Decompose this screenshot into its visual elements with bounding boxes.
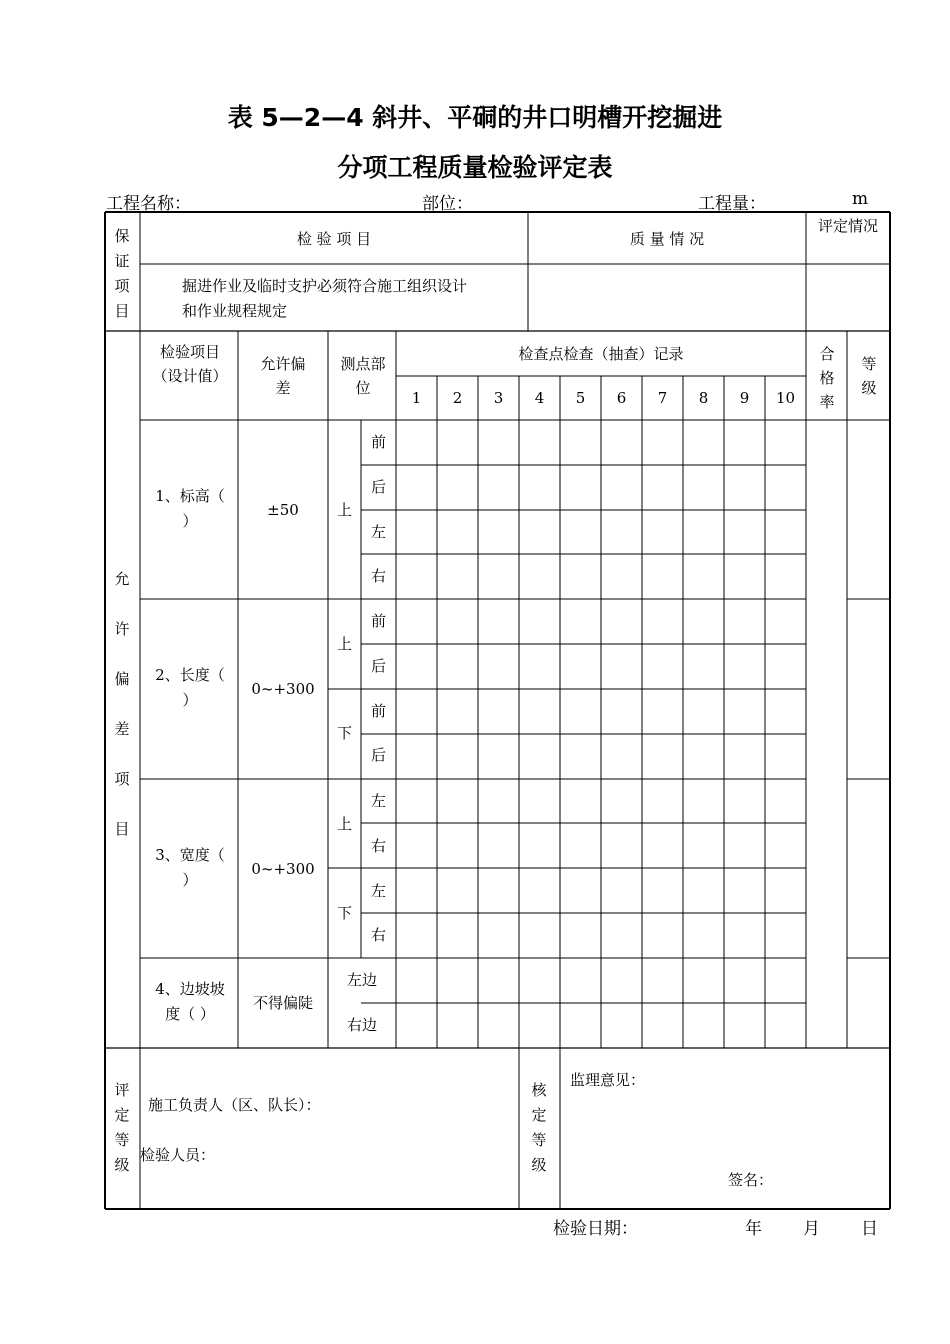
item-name-3: 3、宽度（ ）	[155, 845, 225, 889]
signature-label: 签名：	[728, 1171, 774, 1189]
group-label-3-1: 上	[336, 814, 352, 833]
item-name-4: 4、边坡坡度（ ）	[155, 980, 225, 1023]
item-allowance-1: ±50	[267, 500, 299, 519]
page-subtitle: 分项工程质量检验评定表	[337, 153, 613, 182]
page-title: 表 5—2—4 斜井、平硐的井口明槽开挖掘进	[227, 103, 723, 132]
item-name-2: 2、长度（ ）	[155, 666, 225, 709]
record-number-1: 1	[411, 389, 422, 407]
point-label: 后	[370, 477, 386, 496]
month-label: 月	[803, 1219, 820, 1239]
year-label: 年	[745, 1219, 762, 1239]
group-label-3-2: 下	[336, 904, 352, 923]
point-label: 左	[370, 881, 386, 900]
inspection-date-label: 检验日期：	[553, 1219, 638, 1239]
item-allowance-3: 0~+300	[251, 859, 315, 878]
point-label: 右	[370, 567, 386, 586]
record-number-9: 9	[739, 389, 750, 407]
unit-label: m	[852, 189, 869, 209]
inspector-label: 检验人员：	[140, 1146, 216, 1164]
pass-rate-header: 合 格 率	[819, 345, 835, 411]
point-label: 前	[370, 433, 386, 451]
evaluation-label: 评 定 等 级	[114, 1081, 130, 1174]
verify-grade-label: 核 定 等 级	[531, 1081, 547, 1174]
guarantee-item-line1: 掘进作业及临时支护必须符合施工组织设计	[182, 277, 468, 295]
guarantee-item-line2: 和作业规程规定	[182, 302, 288, 320]
project-name-label: 工程名称：	[106, 194, 191, 214]
point-label: 左边	[346, 971, 377, 989]
quantity-label: 工程量：	[698, 194, 766, 214]
item-name-1: 1、标高（ ）	[155, 486, 225, 530]
item-allowance-2: 0~+300	[251, 680, 315, 698]
record-number-5: 5	[575, 389, 586, 407]
construction-leader-label: 施工负责人（区、队长）：	[148, 1096, 321, 1114]
record-number-7: 7	[657, 389, 668, 407]
point-label: 左	[370, 792, 386, 810]
supervisor-opinion-label: 监理意见：	[570, 1071, 646, 1089]
record-number-4: 4	[534, 389, 545, 407]
guarantee-section-label: 保 证 项 目	[114, 227, 130, 320]
point-position-header: 测点部位	[340, 355, 386, 397]
location-label: 部位：	[422, 194, 473, 214]
record-header: 检查点检查（抽查）记录	[518, 345, 684, 363]
grade-header: 等 级	[861, 355, 877, 397]
tolerance-item-header: 检验项目（设计值）	[152, 343, 228, 385]
guarantee-rating-header: 评定情况	[817, 217, 878, 235]
record-number-8: 8	[698, 389, 709, 407]
group-label-1-1: 上	[336, 500, 352, 519]
point-label: 右	[370, 926, 386, 945]
guarantee-item-header: 检 验 项 目	[296, 230, 372, 248]
point-label: 后	[370, 746, 386, 765]
point-label: 前	[370, 612, 386, 630]
guarantee-quality-header: 质 量 情 况	[629, 230, 705, 248]
day-label: 日	[861, 1219, 878, 1239]
group-label-2-2: 下	[336, 724, 352, 743]
record-number-10: 10	[775, 389, 796, 407]
point-label: 右	[370, 836, 386, 855]
tolerance-section-label: 允 许 偏 差 项 目	[114, 570, 130, 838]
allowance-header: 允许偏差	[260, 355, 306, 397]
item-allowance-4: 不得偏陡	[252, 994, 313, 1012]
point-label: 左	[370, 522, 386, 541]
group-label-2-1: 上	[336, 634, 352, 653]
record-number-3: 3	[493, 389, 504, 407]
point-label: 右边	[346, 1016, 377, 1034]
record-number-2: 2	[452, 389, 463, 407]
point-label: 前	[370, 701, 386, 720]
point-label: 后	[370, 656, 386, 675]
record-number-6: 6	[616, 389, 627, 407]
